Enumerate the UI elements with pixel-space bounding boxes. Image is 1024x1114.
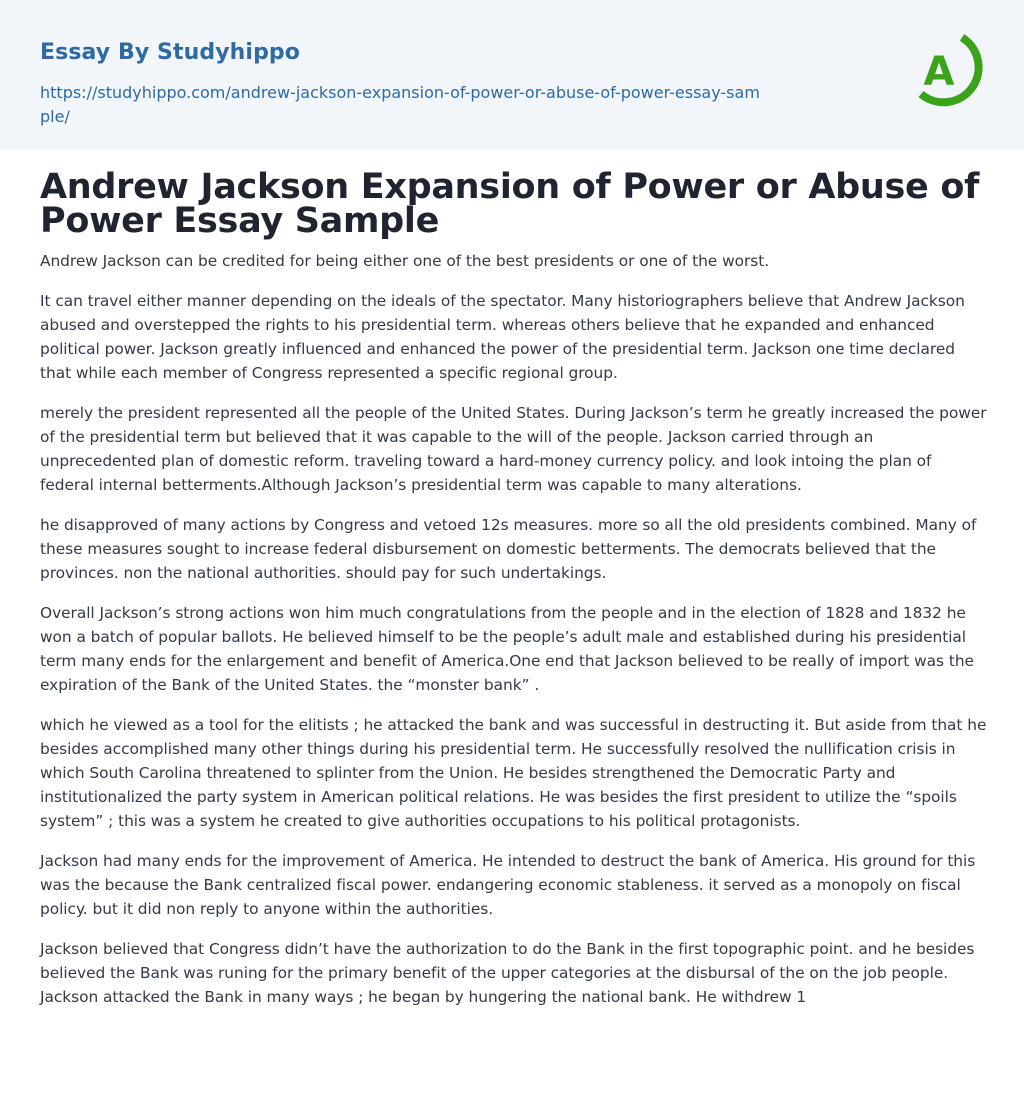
essay-body: [40, 249, 988, 1025]
site-header: [0, 0, 1024, 150]
essay-paragraph: which he viewed as a tool for the elitists ; he attacked the bank and was successful in destructing it. But aside from that he besides accomplished many other things during his presidential term. He successfully resolved the nullification crisis in which South Carolina threatened to splinter from the Union. He besides strengthened the Democratic Party and institutionalized the party system in American political relations. He was besides the first president to utilize the “spoils system” ; this was a system he created to give authorities occupations to his political protagonists.: [40, 716, 987, 830]
essay-paragraph: Jackson believed that Congress didn’t have the authorization to do the Bank in the first topographic point. and he besides believed the Bank was runing for the primary benefit of the upper categories at the disbursal of the on the job people. Jackson attacked the Bank in many ways ; he began by hungering the national bank. He withdrew 1: [40, 940, 975, 1006]
essay-paragraph: Andrew Jackson can be credited for being either one of the best presidents or one of the worst.: [40, 252, 770, 270]
essay-paragraph: merely the president represented all the people of the United States. During Jackson’s term he greatly increased the power of the presidential term but believed that it was capable to the will of the people. Jackson carried through an unprecedented plan of domestic reform. traveling toward a hard-money currency policy. and look intoing the plan of federal internal betterments.Although Jackson’s presidential term was capable to many alterations.: [40, 404, 987, 494]
essay-paragraph: Jackson had many ends for the improvement of America. He intended to destruct the bank of America. His ground for this was the because the Bank centralized fiscal power. endangering economic stableness. it served as a monopoly on fiscal policy. but it did non reply to anyone within the authorities.: [40, 852, 976, 918]
essay-paragraph: It can travel either manner depending on the ideals of the spectator. Many historiographers believe that Andrew Jackson abused and overstepped the rights to his presidential term. whereas others believe that he expanded and enhanced political power. Jackson greatly influenced and enhanced the power of the presidential term. Jackson one time declared that while each member of Congress represented a specific regional group.: [40, 292, 965, 382]
site-brand[interactable]: Essay By Studyhippo: [40, 40, 300, 65]
essay-paragraph: he disapproved of many actions by Congress and vetoed 12s measures. more so all the old presidents combined. Many of these measures sought to increase federal disbursement on domestic betterments. The democrats believed that the provinces. non the national authorities. should pay for such undertakings.: [40, 516, 977, 582]
source-url-link[interactable]: https://studyhippo.com/andrew-jackson-expansion-of-power-or-abuse-of-power-essay-sample/: [40, 83, 760, 126]
essay-paragraph: Overall Jackson’s strong actions won him much congratulations from the people and in the election of 1828 and 1832 he won a batch of popular ballots. He believed himself to be the people’s adult male and established during his presidential term many ends for the enlargement and benefit of America.One end that Jackson believed to be really of import was the expiration of the Bank of the United States. the “monster bank” .: [40, 604, 974, 694]
page-title: Andrew Jackson Expansion of Power or Abuse of Power Essay Sample: [40, 167, 980, 241]
logo-letter: A: [923, 49, 955, 95]
studyhippo-logo-icon[interactable]: [904, 28, 990, 114]
